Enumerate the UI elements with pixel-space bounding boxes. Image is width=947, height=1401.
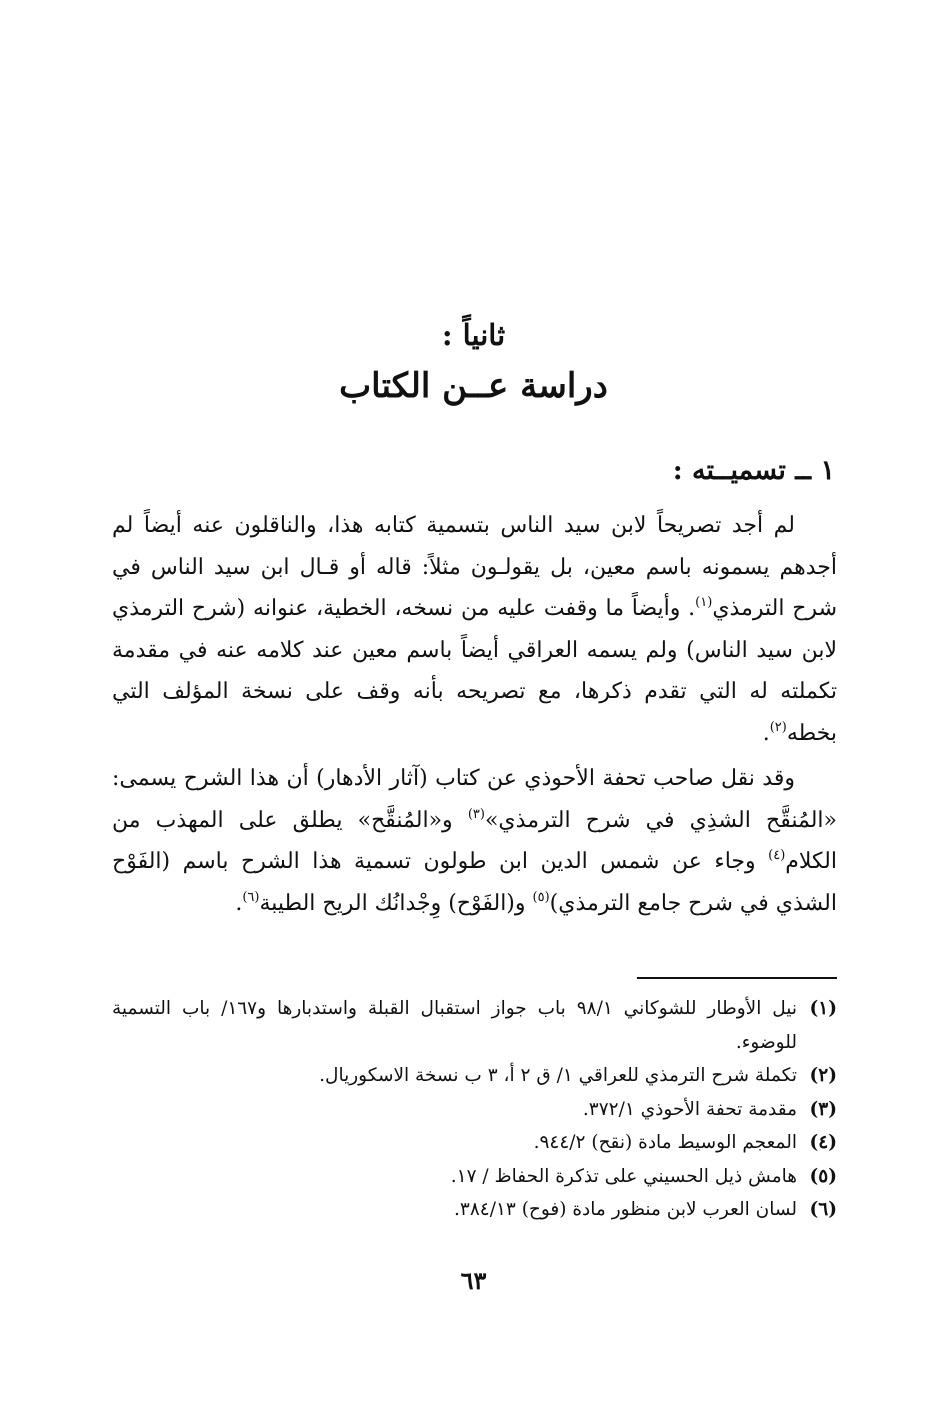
paragraph-2-text-4: و(الفَوْح) وِجْدانُك الريح الطيبة — [259, 890, 533, 916]
paragraph-2-text-5: . — [235, 890, 243, 916]
paragraph-2-text-2: و«المُنقَّح» يطلق على المهذب من الكلام — [112, 807, 837, 874]
body-text — [112, 505, 837, 924]
footnote-number: (٦) — [809, 1199, 837, 1220]
page-number: ٦٣ — [460, 1266, 487, 1295]
footnote-number: (٢) — [809, 1065, 837, 1086]
paragraph-2 — [112, 758, 837, 924]
footnote-item — [112, 1059, 837, 1093]
footnote-item — [112, 1193, 837, 1227]
footnote-text: تكملة شرح الترمذي للعراقي ١/ ق ٢ أ، ٣ ب نسخة الاسكوريال. — [319, 1065, 797, 1086]
footnote-text: نيل الأوطار للشوكاني ٩٨/١ باب جواز استقبال القبلة واستدبارها و١٦٧/ باب التسمية للوضوء. — [112, 998, 797, 1053]
section-title: ١ ــ تسميــته : — [672, 455, 835, 486]
footnote-text: هامش ذيل الحسيني على تذكرة الحفاظ / ١٧. — [450, 1165, 797, 1187]
footnote-text: لسان العرب لابن منظور مادة (فوح) ٣٨٤/١٣. — [454, 1199, 797, 1220]
footnote-ref-1: (١) — [695, 595, 713, 610]
paragraph-2-text-3: وجاء عن شمس الدين ابن طولون تسمية هذا الشرح باسم (الفَوْح الشذي في شرح جامع الترمذي) — [112, 849, 837, 916]
footnote-item — [112, 1160, 837, 1194]
footnote-ref-5: (٥) — [532, 889, 550, 905]
page-title: دراسة عــن الكتاب — [339, 366, 608, 406]
paragraph-1 — [112, 505, 837, 754]
paragraph-2-text-1: وقد نقل صاحب تحفة الأحوذي عن كتاب (آثار الأدهار) أن هذا الشرح يسمى: «المُنقَّح الشذِي في شرح الترمذي» — [112, 766, 837, 833]
footnote-text: مقدمة تحفة الأحوذي ٣٧٢/١. — [582, 1098, 797, 1120]
footnote-number: (٣) — [809, 1098, 837, 1120]
footnote-item — [112, 992, 837, 1059]
footnote-ref-4: (٤) — [768, 848, 786, 863]
footnote-item — [112, 1093, 837, 1127]
footnote-item — [112, 1126, 837, 1160]
footnote-number: (١) — [809, 998, 837, 1019]
paragraph-1-text-3: . — [762, 720, 770, 746]
footnotes — [112, 992, 837, 1227]
footnote-number: (٥) — [809, 1165, 837, 1187]
footnote-number: (٤) — [809, 1132, 837, 1153]
paragraph-1-text-1: لم أجد تصريحاً لابن سيد الناس بتسمية كتابه هذا، والناقلون عنه أيضاً لم أجدهم يسمونه باسم معين، بل يقولـون مثلاً: قاله أو قـال ابن سيد الناس في شرح الترمذي — [112, 513, 837, 621]
footnote-divider — [637, 977, 837, 979]
heading-label: ثانياً : — [441, 318, 506, 352]
footnote-ref-6: (٦) — [242, 889, 260, 905]
footnote-text: المعجم الوسيط مادة (نقح) ٩٤٤/٢. — [533, 1132, 797, 1153]
paragraph-1-text-2: . وأيضاً ما وقفت عليه من نسخه، الخطية، عنوانه (شرح الترمذي لابن سيد الناس) ولم يسمه العراقي أيضاً باسم معين عند كلامه عنه في مقدمة تكملته له التي تقدم ذكرها، مع تصريحه بأنه وقف على نسخة المؤلف التي بخطه — [112, 596, 837, 746]
footnote-ref-3: (٣) — [467, 806, 485, 822]
footnote-ref-2: (٢) — [769, 719, 787, 735]
